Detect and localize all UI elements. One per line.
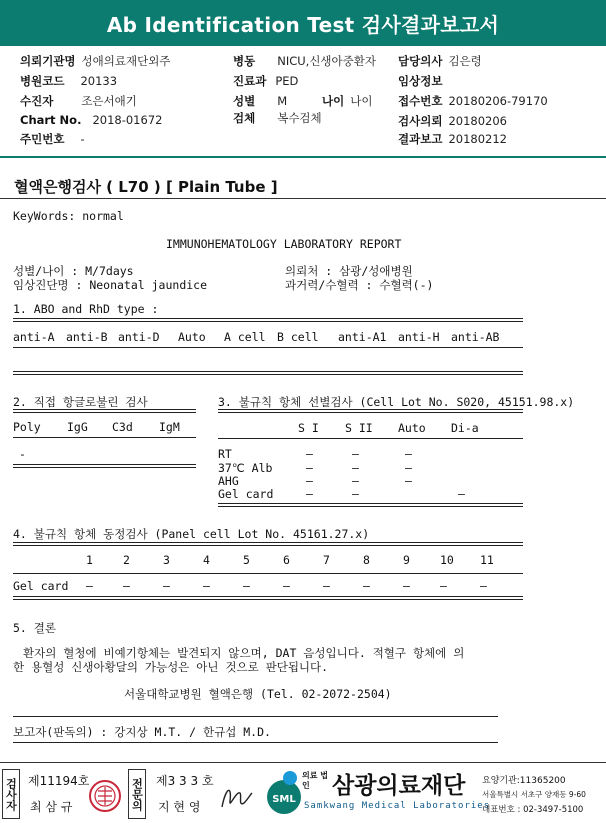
screen-bottom-rule [218, 503, 523, 507]
rrn-row: 주민번호 - [20, 132, 85, 146]
report-title-bar [0, 0, 606, 46]
screen-result-cell: – [352, 474, 359, 488]
abo-col-header: Auto [178, 330, 206, 344]
panel-col-header: 5 [243, 553, 250, 567]
org-license: 요양기관:11365200 [482, 776, 566, 786]
panel-title: 4. 불규칙 항체 동정검사 (Panel cell Lot No. 45161.27.x) [13, 527, 370, 541]
request-row: 검사의뢰 20180206 [398, 114, 507, 128]
abo-col-header: B cell [277, 330, 319, 344]
screen-result-cell: – [405, 474, 412, 488]
lab-report-title: IMMUNOHEMATOLOGY LABORATORY REPORT [166, 237, 402, 251]
panel-col-header: 1 [86, 553, 93, 567]
screen-result-cell: – [306, 487, 313, 501]
history-line: 과거력/수혈력 : 수혈력(-) [285, 278, 434, 292]
panel-top-rule [13, 542, 523, 546]
panel-result-cell: – [86, 579, 93, 593]
dat-col-header: Poly [13, 420, 41, 434]
specialist-name: 지 현 영 [158, 800, 201, 814]
sex-row: 성별 M [233, 94, 288, 108]
panel-result-cell: – [363, 579, 370, 593]
abo-col-header: anti-AB [451, 330, 500, 344]
org-name: 삼광의료재단 [332, 773, 466, 799]
specialist-label: 전문의 [130, 777, 144, 811]
screen-result-cell: – [405, 461, 412, 475]
report-title: Ab Identification Test 검사결과보고서 [106, 12, 500, 37]
dat-title: 2. 직접 항글로불린 검사 [13, 395, 148, 409]
section-divider [0, 198, 606, 199]
panel-result-cell: – [243, 579, 250, 593]
report-date-row: 결과보고 20180212 [398, 132, 507, 146]
panel-col-header: 11 [480, 553, 494, 567]
screen-result-cell: – [352, 461, 359, 475]
specialist-label-box [128, 769, 146, 819]
screen-row-label: AHG [218, 474, 239, 488]
dat-value: - [19, 447, 26, 461]
org-phone: 대표번호 : 02-3497-5100 [482, 805, 584, 815]
footer [0, 762, 606, 823]
screen-result-cell: – [352, 447, 359, 461]
screen-col-header: Auto [398, 421, 426, 435]
panel-result-cell: – [480, 579, 487, 593]
tester-seal-icon [88, 779, 122, 813]
abo-col-header: anti-A [13, 330, 55, 344]
reporter-top-rule [13, 716, 498, 717]
panel-col-header: 9 [403, 553, 410, 567]
screen-title: 3. 불규칙 항체 선별검사 (Cell Lot No. S020, 45151.98.x) [218, 395, 575, 409]
org-prefix: 의료 법인 [302, 771, 328, 790]
conclusion-title: 5. 결론 [13, 621, 56, 635]
institution-row: 의뢰기관명 성애의료재단외주 [20, 54, 171, 68]
screen-result-cell: – [306, 474, 313, 488]
tester-label-box [2, 769, 20, 819]
screen-top-rule [218, 409, 523, 413]
clinical-info-row: 임상정보 [398, 74, 443, 88]
panel-col-header: 8 [363, 553, 370, 567]
referrer-line: 의뢰처 : 삼광/성애병원 [285, 264, 413, 278]
screen-result-cell: – [405, 447, 412, 461]
screen-result-cell: – [306, 447, 313, 461]
age-row: 나이 나이 [322, 94, 373, 108]
abo-top-rule [13, 318, 523, 322]
screen-result-cell: – [352, 487, 359, 501]
specimen-row: 검체 복수검체 [233, 111, 322, 125]
screen-col-header: S II [345, 421, 373, 435]
doctor-row: 담당의사 김은령 [398, 54, 482, 68]
sex-age-line: 성별/나이 : M/7days [13, 264, 134, 278]
conclusion-line-2: 한 용혈성 신생아황달의 가능성은 아닌 것으로 판단됩니다. [13, 660, 329, 674]
patient-row: 수진자 조은서애기 [20, 94, 137, 108]
screen-col-header: Di-a [451, 421, 479, 435]
hospital-code-row: 병원코드 20133 [20, 74, 118, 88]
reception-row: 접수번호 20180206-79170 [398, 94, 548, 108]
ward-row: 병동 NICU,신생아중환자 [233, 54, 376, 68]
screen-result-cell: – [306, 461, 313, 475]
panel-col-header: 2 [123, 553, 130, 567]
abo-col-header: anti-D [118, 330, 160, 344]
abo-col-header: anti-H [398, 330, 440, 344]
screen-header-rule [218, 438, 523, 439]
panel-col-header: 7 [323, 553, 330, 567]
screen-col-header: S I [298, 421, 319, 435]
keywords: KeyWords: normal [13, 209, 124, 223]
panel-col-header: 3 [163, 553, 170, 567]
dat-top-rule [13, 409, 196, 413]
reporter-bottom-rule [13, 742, 498, 743]
dept-row: 진료과 PED [233, 74, 299, 88]
panel-result-cell: – [203, 579, 210, 593]
panel-result-cell: – [123, 579, 130, 593]
panel-col-header: 6 [283, 553, 290, 567]
tester-license: 제11194호 [28, 774, 90, 788]
specialist-license: 제3 3 3 호 [156, 774, 214, 788]
panel-row-label: Gel card [13, 579, 69, 593]
dat-col-header: C3d [112, 420, 133, 434]
tester-name: 최 삼 규 [30, 800, 73, 814]
panel-result-cell: – [283, 579, 290, 593]
abo-col-header: anti-A1 [338, 330, 387, 344]
dat-bottom-rule [13, 464, 196, 468]
org-address: 서울특별시 서초구 양재동 9-60 [482, 790, 586, 799]
sml-logo-text: SML [272, 794, 296, 805]
diagnosis-line: 임상진단명 : Neonatal jaundice [13, 278, 208, 292]
dat-col-header: IgG [67, 420, 88, 434]
section-title: 혈액은행검사 ( L70 ) [ Plain Tube ] [14, 178, 278, 196]
conclusion-line-1: 환자의 혈청에 비예기항체는 발견되지 않으며, DAT 음성입니다. 적혈구 항체에 의 [23, 646, 465, 660]
panel-header-rule [13, 573, 523, 574]
panel-col-header: 10 [440, 553, 454, 567]
abo-col-header: anti-B [66, 330, 108, 344]
dat-header-rule [13, 437, 196, 438]
abo-header-rule [13, 347, 523, 348]
panel-result-cell: – [323, 579, 330, 593]
chart-row: Chart No. 2018-01672 [20, 113, 163, 127]
screen-row-label: 37℃ Alb [218, 461, 273, 475]
signature-org: 서울대학교병원 혈액은행 (Tel. 02-2072-2504) [124, 687, 392, 701]
abo-bottom-rule [13, 371, 523, 375]
screen-row-label: Gel card [218, 487, 274, 501]
panel-result-cell: – [163, 579, 170, 593]
abo-col-header: A cell [224, 330, 266, 344]
org-name-en: Samkwang Medical Laboratories [304, 801, 491, 811]
reporter-line: 보고자(판독의) : 강지상 M.T. / 한규섭 M.D. [13, 725, 271, 739]
abo-title: 1. ABO and RhD type : [13, 302, 159, 316]
specialist-signature-icon [218, 783, 254, 813]
panel-result-cell: – [440, 579, 447, 593]
panel-col-header: 4 [203, 553, 210, 567]
tester-label: 검사자 [4, 777, 18, 811]
screen-result-cell: – [458, 487, 465, 501]
dat-col-header: IgM [159, 420, 180, 434]
screen-row-label: RT [218, 447, 232, 461]
patient-info-block [0, 46, 606, 158]
panel-result-cell: – [403, 579, 410, 593]
panel-bottom-rule [13, 596, 523, 600]
sml-logo-icon [266, 769, 302, 817]
